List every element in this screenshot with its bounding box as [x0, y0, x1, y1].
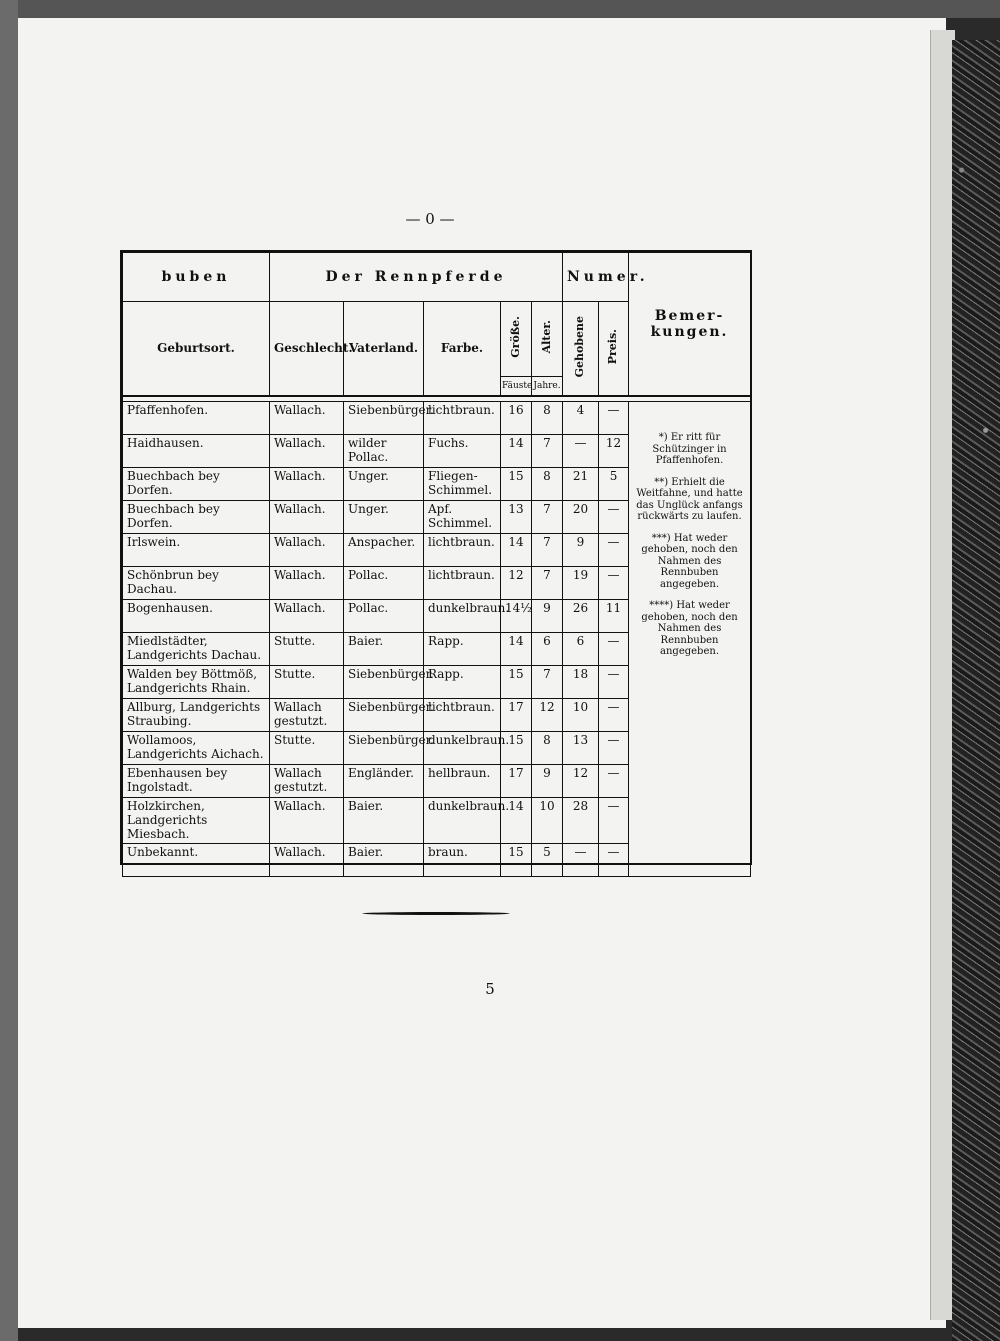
cell-size: 14 [501, 633, 532, 666]
cell-size: 17 [501, 699, 532, 732]
cell-sex: Wallach. [270, 600, 344, 633]
header-numer: Numer. [563, 253, 629, 302]
cell-lifted: 6 [563, 633, 599, 666]
cell-sex: Wallach. [270, 501, 344, 534]
cell-size: 13 [501, 501, 532, 534]
cell-fatherland: Unger. [344, 501, 424, 534]
cell-prize: — [599, 633, 629, 666]
cell-size: 15 [501, 666, 532, 699]
cell-lifted: 28 [563, 798, 599, 844]
cell-size: 16 [501, 402, 532, 435]
cell-fatherland: Siebenbürger. [344, 699, 424, 732]
col-size [501, 302, 532, 377]
col-colour: Farbe. [424, 302, 501, 397]
cell-age: 7 [532, 534, 563, 567]
cell-sex: Wallach. [270, 844, 344, 877]
cell-fatherland: Anspacher. [344, 534, 424, 567]
cell-lifted: — [563, 435, 599, 468]
remark-note: ****) Hat weder gehoben, noch den Nahmen des Rennbuben angegeben. [641, 600, 738, 657]
cell-colour: dunkelbraun. [424, 798, 501, 844]
cell-lifted: — [563, 844, 599, 877]
cell-birthplace: Miedlstädter, Landgerichts Dachau. [123, 633, 270, 666]
marbled-cover [952, 40, 1000, 1341]
col-lifted [563, 302, 599, 397]
remark-note: ***) Hat weder gehoben, noch den Nahmen des Rennbuben angegeben. [641, 532, 738, 590]
cell-birthplace: Haidhausen. [123, 435, 270, 468]
cell-age: 6 [532, 633, 563, 666]
cell-colour: Rapp. [424, 666, 501, 699]
unit-size: Fäuste [501, 377, 532, 397]
cell-lifted: 20 [563, 501, 599, 534]
cell-fatherland: Siebenbürger. [344, 402, 424, 435]
cell-sex: Stutte. [270, 732, 344, 765]
cell-lifted: 19 [563, 567, 599, 600]
col-fatherland: Vaterland. [344, 302, 424, 397]
cell-prize: — [599, 567, 629, 600]
cell-age: 8 [532, 468, 563, 501]
cell-fatherland: Unger. [344, 468, 424, 501]
cell-age: 8 [532, 402, 563, 435]
cell-prize: — [599, 666, 629, 699]
cell-fatherland: Siebenbürger. [344, 666, 424, 699]
cell-lifted: 13 [563, 732, 599, 765]
cell-fatherland: Siebenbürger. [344, 732, 424, 765]
cell-size: 14½ [501, 600, 532, 633]
cell-colour: Apf. Schimmel. [424, 501, 501, 534]
cell-colour: lichtbraun. [424, 567, 501, 600]
cell-lifted: 10 [563, 699, 599, 732]
cell-prize: — [599, 765, 629, 798]
cell-birthplace: Wollamoos, Landgerichts Aichach. [123, 732, 270, 765]
unit-age: Jahre. [532, 377, 563, 397]
cell-size: 12 [501, 567, 532, 600]
col-prize-label: Preis. [606, 328, 620, 365]
cell-birthplace: Buechbach bey Dorfen. [123, 501, 270, 534]
cell-colour: hellbraun. [424, 765, 501, 798]
cell-colour: lichtbraun. [424, 402, 501, 435]
remark-note: *) Er ritt für Schützinger in Pfaffenhofen. [652, 432, 727, 466]
cell-prize: 5 [599, 468, 629, 501]
cell-sex: Wallach gestutzt. [270, 699, 344, 732]
cell-birthplace: Unbekannt. [123, 844, 270, 877]
cell-prize: 11 [599, 600, 629, 633]
col-birthplace: Geburtsort. [123, 302, 270, 397]
cell-size: 15 [501, 468, 532, 501]
cell-fatherland: Baier. [344, 844, 424, 877]
cell-sex: Wallach. [270, 534, 344, 567]
remark-note: **) Erhielt die Weitfahne, und hatte das Unglück anfangs rückwärts zu laufen. [636, 476, 743, 522]
cell-prize: — [599, 534, 629, 567]
col-age-label: Alter. [539, 320, 553, 354]
col-size-label: Größe. [508, 316, 522, 358]
cell-age: 5 [532, 844, 563, 877]
cell-fatherland: Pollac. [344, 600, 424, 633]
cell-lifted: 9 [563, 534, 599, 567]
cell-fatherland: Baier. [344, 798, 424, 844]
remarks-cell [629, 402, 751, 877]
cell-birthplace: Holzkirchen, Landgerichts Miesbach. [123, 798, 270, 844]
header-rennpferde: Der Rennpferde [270, 253, 563, 302]
closing-rule [362, 912, 510, 915]
page-number-top: — 0 — [405, 210, 455, 228]
cell-prize: 12 [599, 435, 629, 468]
cell-sex: Wallach. [270, 468, 344, 501]
cell-colour: Fuchs. [424, 435, 501, 468]
cell-colour: lichtbraun. [424, 534, 501, 567]
cell-prize: — [599, 732, 629, 765]
cell-fatherland: Baier. [344, 633, 424, 666]
cell-age: 7 [532, 666, 563, 699]
cell-colour: Rapp. [424, 633, 501, 666]
cell-size: 17 [501, 765, 532, 798]
header-remarks: Bemer-kungen. [629, 253, 751, 397]
cell-size: 15 [501, 732, 532, 765]
header-buben: buben [123, 253, 270, 302]
cell-size: 14 [501, 798, 532, 844]
cell-prize: — [599, 798, 629, 844]
cell-colour: lichtbraun. [424, 699, 501, 732]
col-prize [599, 302, 629, 397]
cell-birthplace: Bogenhausen. [123, 600, 270, 633]
cell-size: 14 [501, 534, 532, 567]
cell-birthplace: Ebenhausen bey Ingolstadt. [123, 765, 270, 798]
cell-colour: dunkelbraun. [424, 600, 501, 633]
cell-lifted: 26 [563, 600, 599, 633]
cell-birthplace: Allburg, Landgerichts Straubing. [123, 699, 270, 732]
table-row [123, 402, 751, 435]
scan-border-top [0, 0, 1000, 18]
cell-lifted: 12 [563, 765, 599, 798]
scan-border-left [0, 0, 18, 1341]
cell-colour: dunkelbraun. [424, 732, 501, 765]
cell-lifted: 4 [563, 402, 599, 435]
table-body [123, 402, 751, 877]
col-lifted-label: Gehobene [573, 315, 587, 378]
cell-prize: — [599, 501, 629, 534]
race-horse-table [120, 250, 752, 865]
cell-birthplace: Walden bey Böttmöß, Landgerichts Rhain. [123, 666, 270, 699]
cell-age: 8 [532, 732, 563, 765]
cell-fatherland: wilder Pollac. [344, 435, 424, 468]
cell-birthplace: Buechbach bey Dorfen. [123, 468, 270, 501]
cell-sex: Wallach. [270, 402, 344, 435]
cell-fatherland: Pollac. [344, 567, 424, 600]
cell-age: 10 [532, 798, 563, 844]
cell-sex: Wallach gestutzt. [270, 765, 344, 798]
cell-sex: Stutte. [270, 633, 344, 666]
cell-size: 15 [501, 844, 532, 877]
cell-sex: Wallach. [270, 567, 344, 600]
cell-birthplace: Irlswein. [123, 534, 270, 567]
col-sex: Geschlecht. [270, 302, 344, 397]
cell-age: 9 [532, 600, 563, 633]
cell-birthplace: Schönbrun bey Dachau. [123, 567, 270, 600]
cell-birthplace: Pfaffenhofen. [123, 402, 270, 435]
cell-colour: Fliegen-Schimmel. [424, 468, 501, 501]
cell-prize: — [599, 402, 629, 435]
cell-fatherland: Engländer. [344, 765, 424, 798]
col-age [532, 302, 563, 377]
cell-sex: Wallach. [270, 435, 344, 468]
cell-age: 9 [532, 765, 563, 798]
cell-age: 7 [532, 501, 563, 534]
cell-prize: — [599, 844, 629, 877]
cell-lifted: 18 [563, 666, 599, 699]
cell-age: 7 [532, 567, 563, 600]
cell-lifted: 21 [563, 468, 599, 501]
cell-colour: braun. [424, 844, 501, 877]
cell-prize: — [599, 699, 629, 732]
cell-sex: Stutte. [270, 666, 344, 699]
page-number-bottom: 5 [485, 980, 495, 998]
cell-size: 14 [501, 435, 532, 468]
cell-age: 12 [532, 699, 563, 732]
cell-age: 7 [532, 435, 563, 468]
cell-sex: Wallach. [270, 798, 344, 844]
